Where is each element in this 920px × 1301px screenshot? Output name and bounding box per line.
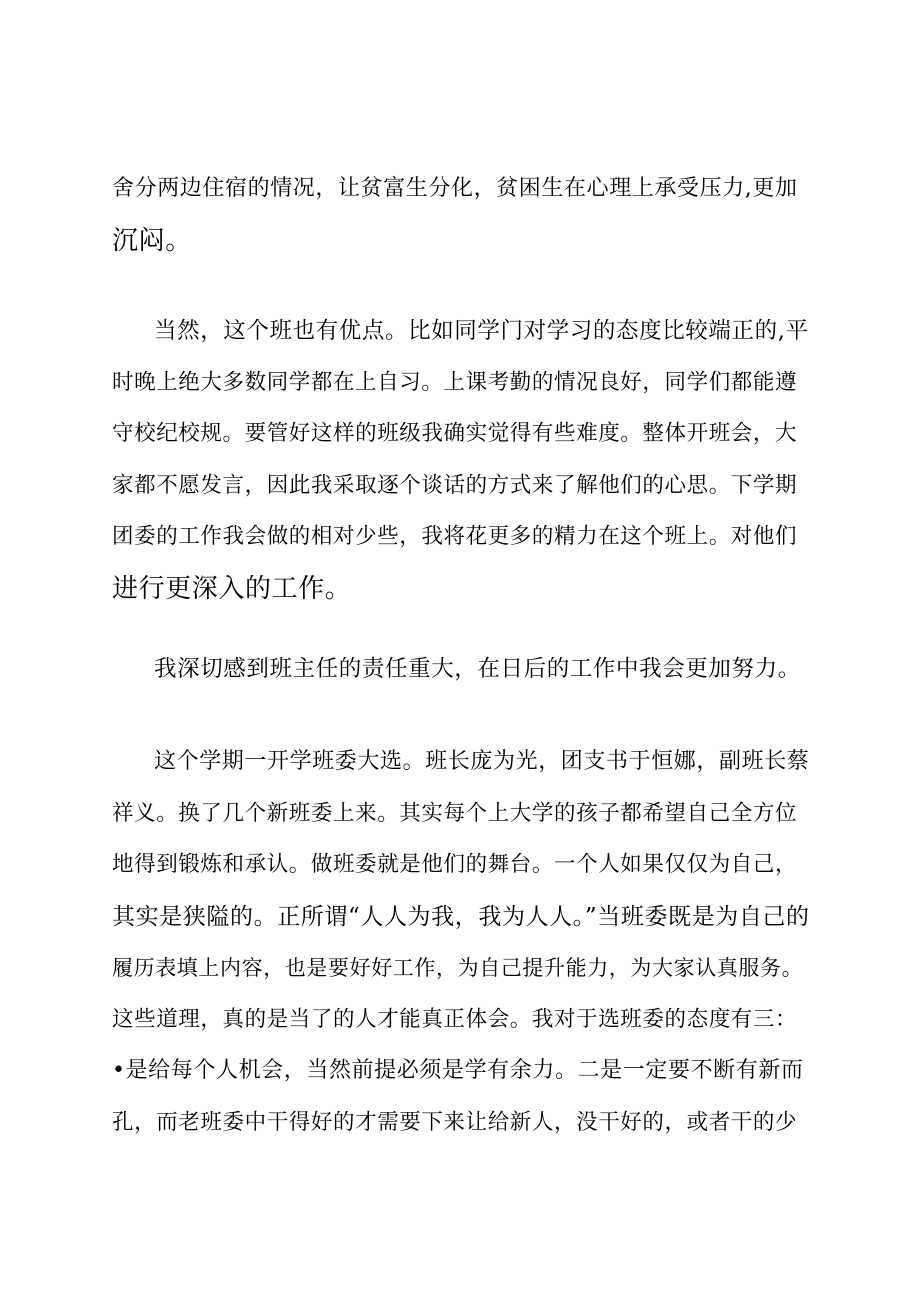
text-line: 其实是狭隘的。正所谓“人人为我，我为人人。”当班委既是为自己的 [112,904,810,930]
text-line: 这个学期一开学班委大选。班长庞为光，团支书于恒娜，副班长蔡 [154,749,810,774]
text-line: 履历表填上内容，也是要好好工作，为自己提升能力，为大家认真服务。 [112,956,804,980]
text-line: 当然，这个班也有优点。比如同学门对学习的态度比较端正的,平 [154,318,809,344]
text-line: •是给每个人机会，当然前提必须是学有余力。二是一定要不断有新而 [112,1058,804,1083]
text-line: 舍分两边住宿的情况，让贫富生分化，贫困生在心理上承受压力,更加 [112,176,798,201]
text-line: 这些道理，真的是当了的人才能真正体会。我对于选班委的态度有三： [112,1007,798,1032]
text-line: 祥义。换了几个新班委上来。其实每个上大学的孩子都希望自己全方位 [112,801,798,826]
text-line: 地得到锻炼和承认。做班委就是他们的舞台。一个人如果仅仅为自己， [112,852,798,877]
text-line: 守校纪校规。要管好这样的班级我确实觉得有些难度。整体开班会，大 [112,421,798,446]
text-line: 我深切感到班主任的责任重大，在日后的工作中我会更加努力。 [154,656,801,682]
text-line: 家都不愿发言，因此我采取逐个谈话的方式来了解他们的心思。下学期 [112,473,798,498]
text-line: 进行更深入的工作。 [112,574,352,604]
text-line: 团委的工作我会做的相对少些，我将花更多的精力在这个班上。对他们 [112,524,798,549]
text-line: 沉闷。 [112,226,192,256]
text-line: 时晚上绝大多数同学都在上自习。上课考勤的情况良好，同学们都能遵 [112,370,798,395]
text-line: 孔，而老班委中干得好的才需要下来让给新人，没干好的，或者干的少 [112,1110,798,1135]
